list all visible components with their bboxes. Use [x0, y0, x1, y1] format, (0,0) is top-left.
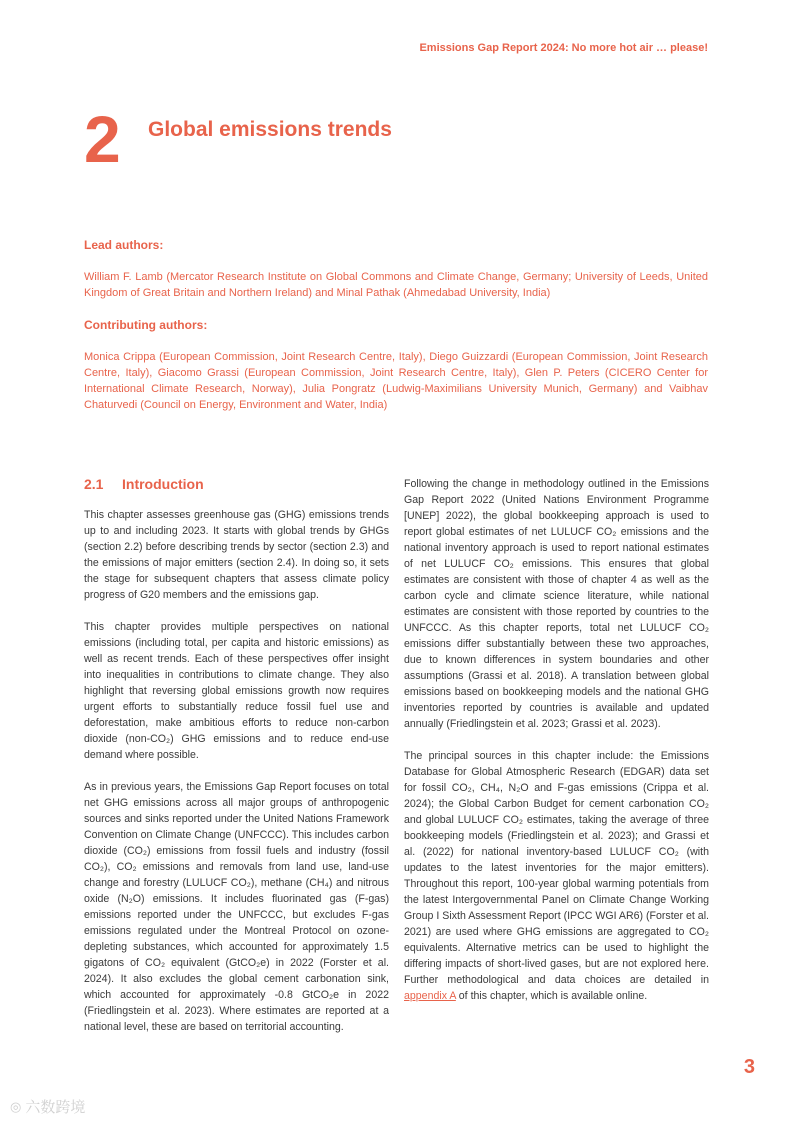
contributing-authors-label: Contributing authors:	[84, 318, 208, 332]
contributing-authors-names: Monica Crippa (European Commission, Joint Research Centre, Italy), Diego Guizzardi (European Commission, Joint Research Centre, Italy), Giacomo Grassi (European Commission, Joint Research Centre, Italy), Glen P. Peters (CICERO Center for International Climate Research, Norway), Julia Pongratz (Ludwig-Maximilians University Munich, Germany) and Vaibhav Chaturvedi (Council on Energy, Environment and Water, India)	[84, 351, 708, 411]
left-column	[84, 476, 389, 1051]
paragraph	[404, 748, 709, 1004]
page-number: 3	[743, 1056, 755, 1078]
paragraph-text: of this chapter, which is available online.	[455, 990, 648, 1002]
authors-block	[84, 237, 708, 429]
paragraph: This chapter provides multiple perspectives on national emissions (including total, per capita and historic emissions) as well as recent trends. Each of these perspectives offer insight into inequalities in contributions to climate change. They also highlight that reversing global emissions growth now requires urgent efforts to substantially reduce fossil fuel use and deforestation, make ambitious efforts to reduce non-carbon dioxide (non-CO₂) GHG emissions and to reduce end-use demand where possible.	[84, 621, 389, 761]
appendix-a-link[interactable]: appendix A	[404, 990, 456, 1002]
lead-authors-names: William F. Lamb (Mercator Research Institute on Global Commons and Climate Change, Germany; University of Leeds, United Kingdom of Great Britain and Northern Ireland) and Minal Pathak (Ahmedabad University, India)	[84, 271, 708, 299]
watermark	[10, 1096, 85, 1117]
camera-icon: ◎	[10, 1098, 22, 1114]
paragraph: This chapter assesses greenhouse gas (GHG) emissions trends up to and including 2023. It starts with global trends by GHGs (section 2.2) before describing trends by sector (section 2.3) and the emissions of major emitters (section 2.4). In doing so, it sets the stage for subsequent chapters that assess climate policy progress of G20 members and the emissions gap.	[84, 509, 389, 601]
chapter-number: 2	[84, 102, 121, 176]
watermark-text: 六数跨境	[25, 1099, 86, 1116]
chapter-title: Global emissions trends	[148, 118, 392, 141]
paragraph: Following the change in methodology outlined in the Emissions Gap Report 2022 (United Nations Environment Programme [UNEP] 2022), the global bookkeeping approach is used to report global estimates of net LULUCF CO₂ emissions and the national inventory approach is used to report national estimates of net LULUCF CO₂ emissions. This ensures that global estimates are consistent with those of chapter 4 as well as the carbon cycle and climate science literature, while national estimates are consistent with those reported by countries to the UNFCCC. As this chapter reports, total net LULUCF CO₂ emissions differ substantially between these two approaches, due to known differences in system boundaries and other assumptions (Grassi et al. 2018). A translation between global emissions based on bookkeeping models and the national GHG inventories reported by countries is available and updated annually (Friedlingstein et al. 2023; Grassi et al. 2023).	[404, 478, 709, 730]
section-number: 2.1	[84, 476, 104, 492]
paragraph: As in previous years, the Emissions Gap Report focuses on total net GHG emissions across all major groups of anthropogenic sources and sinks reported under the United Nations Framework Convention on Climate Change (UNFCCC). This includes carbon dioxide (CO₂) emissions from fossil fuels and industry (fossil CO₂), CO₂ emissions and removals from land use, land-use change and forestry (LULUCF CO₂), methane (CH₄) and nitrous oxide (N₂O) emissions. It includes fluorinated gas (F-gas) emissions reported under the UNFCCC, but excludes F-gas emissions regulated under the Montreal Protocol on ozone-depleting substances, which accounted for approximately 1.5 gigatons of CO₂ equivalent (GtCO₂e) in 2022 (Forster et al. 2024). It also excludes the global cement carbonation sink, which accounted for approximately -0.8 GtCO₂e in 2022 (Friedlingstein et al. 2023). Where estimates are reported at a national level, these are based on territorial accounting.	[84, 781, 389, 1033]
right-column	[404, 476, 709, 1020]
section-heading	[84, 476, 389, 492]
lead-authors-label: Lead authors:	[84, 238, 164, 252]
section-title: Introduction	[122, 476, 204, 492]
running-header: Emissions Gap Report 2024: No more hot air … please!	[419, 42, 708, 54]
paragraph-text: The principal sources in this chapter include: the Emissions Database for Global Atmospheric Research (EDGAR) data set for fossil CO₂, CH₄, N₂O and F-gas emissions (Crippa et al. 2024); the Global Carbon Budget for cement carbonation CO₂ and global LULUCF CO₂ estimates, taking the average of three bookkeeping models (Friedlingstein et al. 2023); and Grassi et al. (2022) for national inventory-based LULUCF CO₂ (with updates to the latest inventories for the major emitters). Throughout this report, 100-year global warming potentials from the latest Intergovernmental Panel on Climate Change Working Group I Sixth Assessment Report (IPCC WGI AR6) (Forster et al. 2021) are used where GHG emissions are aggregated to CO₂ equivalents. Alternative metrics can be used to highlight the differing impacts of short-lived gases, but are not explored here. Further methodological and data choices are detailed in	[404, 750, 709, 986]
